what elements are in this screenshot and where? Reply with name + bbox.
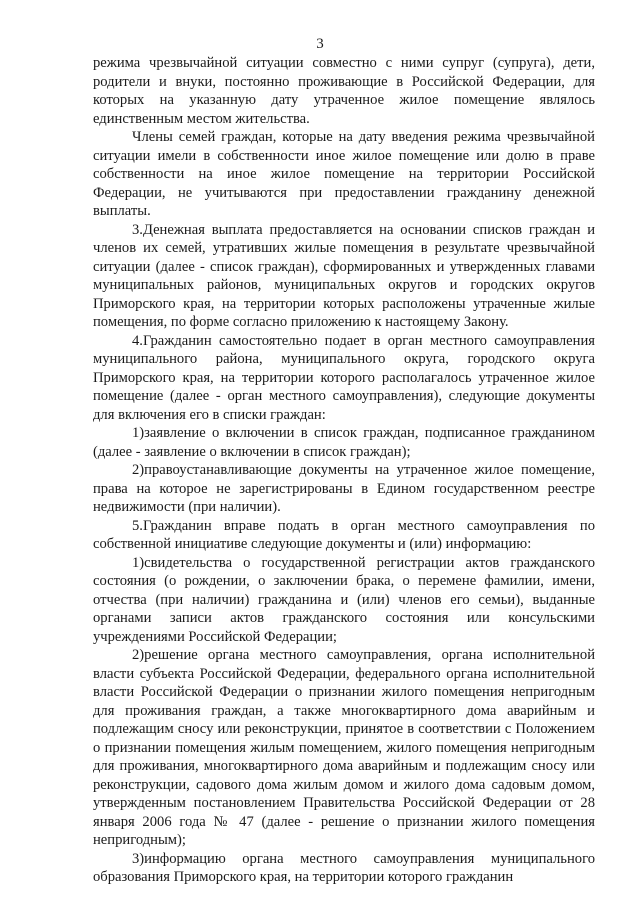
paragraph-continuation: режима чрезвычайной ситуации совместно с ними супруг (супруга), дети, родители и внуки, постоянно проживающие в Российской Федерации, для которых на указанную дату утраченное жилое помещение являлось единственным местом жительства. <box>93 55 595 127</box>
paragraph-item-5-3: 3)информацию органа местного самоуправления муниципального образования Приморского края, на территории которого гражданин <box>93 850 595 885</box>
paragraph-item-4-2: 2)правоустанавливающие документы на утраченное жилое помещение, права на которое не зарегистрированы в Едином государственном реестре недвижимости (при наличии). <box>93 462 595 515</box>
document-body <box>93 54 595 887</box>
paragraph-item-5-2: 2)решение органа местного самоуправления, органа исполнительной власти субъекта Российской Федерации, федерального органа исполнительной власти Российской Федерации о признании жилого помещения непригодным для проживания граждан, а также многоквартирного дома аварийным и подлежащим сносу или реконструкции, принятое в соответствии с Положением о признании помещения жилым помещением, жилого помещения непригодным для проживания, многоквартирного дома аварийным и подлежащим сносу или реконструкции, садового дома жилым домом и жилого дома садовым домом, утвержденным постановлением Правительства Российской Федерации от 28 января 2006 года № 47 (далее - решение о признании жилого помещения непригодным); <box>93 647 595 848</box>
paragraph-item-4: 4.Гражданин самостоятельно подает в орган местного самоуправления муниципального района, муниципального округа, городского округа Приморского края, на территории которого располагалось утраченное жилое помещение (далее - орган местного самоуправления), следующие документы для включения его в списки граждан: <box>93 332 595 423</box>
paragraph-item-5: 5.Гражданин вправе подать в орган местного самоуправления по собственной инициативе следующие документы и (или) информацию: <box>93 517 595 552</box>
page-number: 3 <box>316 36 324 52</box>
paragraph-item-3: 3.Денежная выплата предоставляется на основании списков граждан и членов их семей, утративших жилые помещения в результате чрезвычайной ситуации (далее - список граждан), сформированных и утвержденных главами муниципальных районов, муниципальных округов и городских округов Приморского края, на территории которых расположены утраченные жилые помещения, по форме согласно приложению к настоящему Закону. <box>93 221 595 330</box>
paragraph-item-5-1: 1)свидетельства о государственной регистрации актов гражданского состояния (о рождении, о заключении брака, о перемене фамилии, имени, отчества (при наличии) гражданина и (или) членов его семьи), выданные органами записи актов гражданского состояния или консульскими учреждениями Российской Федерации; <box>93 554 595 645</box>
paragraph-family-members: Члены семей граждан, которые на дату введения режима чрезвычайной ситуации имели в собственности иное жилое помещение или долю в праве собственности на иное жилое помещение на территории Российской Федерации, не учитываются при предоставлении гражданину денежной выплаты. <box>93 129 595 219</box>
paragraph-item-4-1: 1)заявление о включении в список граждан, подписанное гражданином (далее - заявление о включении в список граждан); <box>93 425 595 460</box>
